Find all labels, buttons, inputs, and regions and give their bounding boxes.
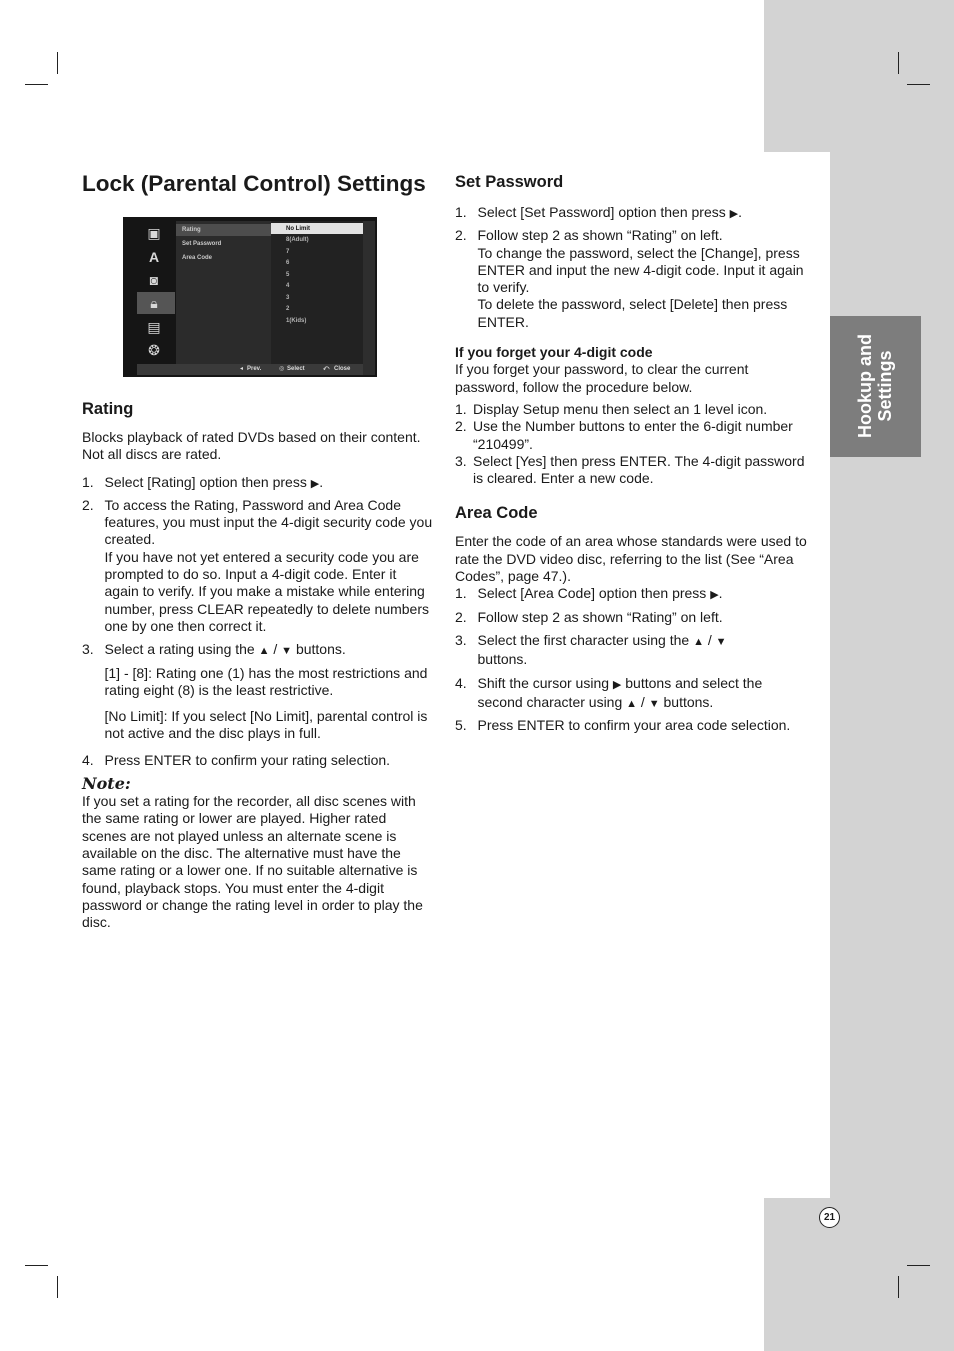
language-icon: A <box>148 249 160 265</box>
menu-item-set-password: Set Password <box>182 241 222 247</box>
crop-mark <box>25 84 48 85</box>
crop-mark <box>898 52 899 74</box>
menu-level-1 <box>176 221 271 365</box>
recording-icon: ▤ <box>147 319 161 335</box>
side-panel-top <box>764 0 954 152</box>
list-item: 2. Use the Number buttons to enter the 6-digit number “210499”. <box>455 418 793 452</box>
section-tab <box>830 316 921 457</box>
list-item: 1. Select [Area Code] option then press ▶. <box>455 585 723 602</box>
right-arrow-icon: ▶ <box>729 208 739 220</box>
menu-item-rating: Rating <box>182 227 201 233</box>
close-label: Close <box>334 366 351 372</box>
select-icon: ◎ <box>279 366 285 372</box>
rating-option: 5 <box>286 271 290 278</box>
rating-section <box>82 399 434 931</box>
section-tab-label: Hookup and Settings <box>855 334 895 438</box>
rating-option: 2 <box>286 306 290 312</box>
up-arrow-icon: ▲ <box>693 635 704 648</box>
rating-option: 1(Kids) <box>286 317 307 324</box>
area-code-heading: Area Code <box>455 504 538 523</box>
list-item: 4. Press ENTER to confirm your rating selection. <box>82 751 391 768</box>
disc-icon: ▣ <box>147 225 161 241</box>
area-code-intro: Enter the code of an area whose standards were used to rate the DVD video disc, referring to the list (See “Area Codes”, page 47.). <box>455 533 807 585</box>
audio-icon: ◙ <box>149 272 159 288</box>
list-item: 1. Select [Rating] option then press ▶. <box>82 473 324 490</box>
up-arrow-icon: ▲ <box>258 645 270 658</box>
rating-option: 4 <box>286 283 290 289</box>
rating-heading: Rating <box>82 400 134 418</box>
list-item: 4. Shift the cursor using ▶ buttons and select the second character using ▲ / ▼ buttons. <box>455 674 763 710</box>
list-item: 1. Display Setup menu then select an 1 level icon. <box>455 400 768 417</box>
rating-option: 3 <box>286 294 290 301</box>
crop-mark <box>907 1265 930 1266</box>
down-arrow-icon: ▼ <box>715 635 727 648</box>
up-arrow-icon: ▲ <box>626 697 638 710</box>
list-item: 3. Select the first character using the ▲ / ▼ buttons. <box>455 631 727 668</box>
prev-arrow-icon: ◂ <box>240 366 244 372</box>
right-arrow-icon: ▶ <box>310 477 320 490</box>
menu-level-2 <box>271 221 363 365</box>
list-item: 2. Follow step 2 as shown “Rating” on left. To change the password, select the [Change], press ENTER and input the new 4-digit code. Input it again to verify. To delete the password, select [Delete] then press ENTER. <box>455 227 804 330</box>
note-title: Note: <box>82 774 131 794</box>
rating-intro: Blocks playback of rated DVDs based on their content. Not all discs are rated. <box>82 429 421 463</box>
list-item: 3. Select [Yes] then press ENTER. The 4-digit password is cleared. Enter a new code. <box>455 452 805 487</box>
option-highlight <box>271 223 363 234</box>
down-arrow-icon: ▼ <box>648 697 660 710</box>
rating-option: 8(Adult) <box>286 237 309 243</box>
list-item: 5. Press ENTER to confirm your area code selection. <box>455 717 791 734</box>
menu-item-area-code: Area Code <box>182 255 213 261</box>
select-label: Select <box>287 366 305 372</box>
page-title: Lock (Parental Control) Settings <box>82 171 426 196</box>
forget-heading: If you forget your 4-digit code <box>455 344 653 361</box>
rating-option: 7 <box>286 248 290 255</box>
close-icon: ⤺ <box>323 366 330 372</box>
list-item: 3. Select a rating using the ▲ / ▼ buttons. [1] - [8]: Rating one (1) has the most restrictions and rating eight (8) is the least restrictive. [No Limit]: If you select [No Limit], parental control is not active and the disc plays in full. <box>82 641 428 742</box>
crop-mark <box>57 1276 58 1298</box>
list-item: 1. Select [Set Password] option then press ▶. <box>455 204 742 220</box>
note-body: If you set a rating for the recorder, all disc scenes with the same rating or lower are played. Higher rated scenes are not played unless an alternate scene is available on the disc. The alternative must have the same rating or a lower one. If no suitable alternative is found, playback stops. You must enter the 4-digit password or change the rating level in order to play the disc. <box>82 793 423 931</box>
crop-mark <box>907 84 930 85</box>
menu-edge <box>363 221 375 375</box>
lock-icon: 🔒︎ <box>150 295 158 311</box>
set-password-heading: Set Password <box>455 173 564 191</box>
side-panel <box>830 152 954 1198</box>
right-column <box>455 172 807 734</box>
crop-mark <box>25 1265 48 1266</box>
misc-icon: ❂ <box>148 342 160 358</box>
forget-intro: If you forget your password, to clear the current password, follow the procedure below. <box>455 361 749 395</box>
prev-label: Prev. <box>247 366 262 372</box>
menu-footer <box>137 364 363 375</box>
rating-option: No Limit <box>286 226 310 232</box>
side-panel-bottom <box>764 1198 954 1351</box>
rating-option: 6 <box>286 260 290 266</box>
page-number: 21 <box>819 1207 840 1228</box>
crop-mark <box>57 52 58 74</box>
list-item: 2. To access the Rating, Password and Area Code features, you must input the 4-digit security code you created. If you have not yet entered a security code you are prompted to do so. Input a 4-digit code. Enter it again to verify. If you make a mistake while entering number, press CLEAR repeatedly to delete numbers one by one then correct it. <box>82 496 433 634</box>
crop-mark <box>898 1276 899 1298</box>
down-arrow-icon: ▼ <box>281 645 293 658</box>
right-arrow-icon: ▶ <box>612 678 622 691</box>
list-item: 2. Follow step 2 as shown “Rating” on left. <box>455 608 723 625</box>
setup-menu-screenshot <box>123 217 377 377</box>
menu-icon-column <box>137 221 175 367</box>
right-arrow-icon: ▶ <box>710 589 719 602</box>
left-column <box>82 170 434 198</box>
